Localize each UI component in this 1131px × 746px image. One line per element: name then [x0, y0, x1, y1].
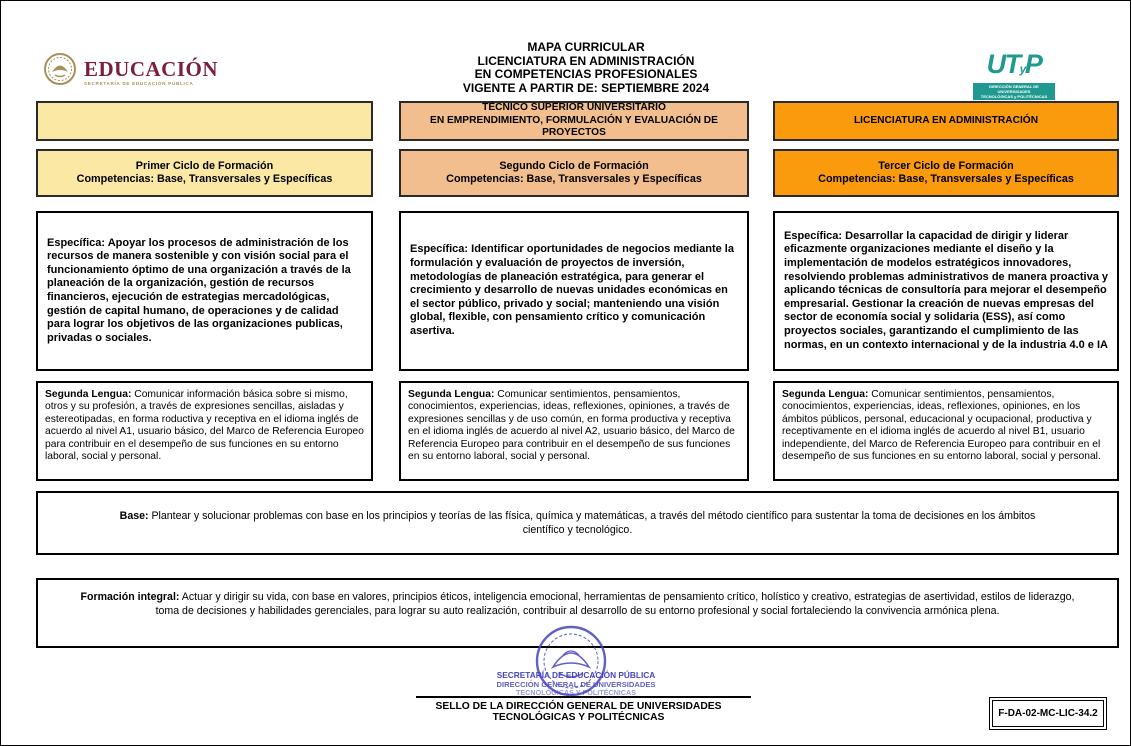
formacion-integral-text: Formación integral: Actuar y dirigir su vida, con base en valores, principios éticos, inteligencia emocional, herramientas de pensamiento crítico, holístico y creativo, estrategias de asertividad, estilos de liderazgo, toma de decisiones y habilidades gerenciales, para lograr su auto realización, contribuir al desarrollo de su entorno profesional y social fortaleciendo la convivencia armónica plena.: [80, 591, 1075, 617]
especifica-box-cycle3: [773, 211, 1119, 371]
program-title-box-licenciatura: [773, 101, 1119, 141]
especifica-text: Específica: Identificar oportunidades de negocios mediante la formulación y evaluación de proyectos de inversión, metodologías de planeación estratégica, para generar el crecimiento y desarrollo de nuevas unidades económicas en el sector público, privado y social; manteniendo una visión global, flexible, con pensamiento crítico y comunicación asertiva.: [410, 243, 734, 337]
sello-caption-line2: TECNOLÓGICAS Y POLITÉCNICAS: [492, 712, 665, 724]
program-title-text: LICENCIATURA EN ADMINISTRACIÓN: [853, 114, 1039, 126]
program-title-line1: TÉCNICO SUPERIOR UNIVERSITARIO: [482, 102, 666, 114]
sep-educacion-logo: [43, 51, 218, 92]
sep-logo-wordmark: EDUCACIÓN: [84, 56, 219, 81]
segunda-lengua-text: Segunda Lengua: Comunicar información básica sobre si mismo, otros y su profesión, a través de expresiones sencillas, aisladas y estereotipadas, en forma roductiva y receptiva en el idioma inglés de acuerdo al nivel A1, usuario básico, del Marco de Referencia Europeo para contribuir en el desempeño de sus funciones en su entorno laboral, social y personal.: [45, 389, 364, 463]
sep-logo-subtitle: SECRETARÍA DE EDUCACIÓN PÚBLICA: [84, 80, 194, 86]
program-title-box-tsu: [399, 101, 749, 141]
especifica-box-cycle1: [36, 211, 373, 371]
title-line-4: VIGENTE A PARTIR DE: SEPTIEMBRE 2024: [462, 80, 710, 95]
especifica-text: Específica: Apoyar los procesos de administración de los recursos de manera sostenible y con visión social para el funcionamiento óptimo de una organización a través de la planeación de la organización, gestión de recursos financieros, ejecución de estrategias mercadológicas, gestión de capital humano, de operaciones y de calidad para lograr los objetivos de las organizaciones publicas, privadas o sociales.: [47, 236, 351, 344]
title-line-3: EN COMPETENCIAS PROFESIONALES: [474, 67, 698, 81]
document-title: [386, 41, 786, 95]
program-title-box-cycle1: [36, 101, 373, 141]
stamp-line-3: TECNOLÓGICAS Y POLITÉCNICAS: [516, 688, 636, 698]
cycle-title: Segundo Ciclo de Formación: [499, 160, 649, 172]
title-line-2: LICENCIATURA EN ADMINISTRACIÓN: [477, 53, 695, 68]
sello-caption-line1: SELLO DE LA DIRECCIÓN GENERAL DE UNIVERSIDADES: [435, 701, 722, 712]
base-competency-text: Base: Plantear y solucionar problemas con base en los principios y teorías de las física, química y matemáticas, a través del método científico para sustentar la toma de decisiones en los ámbitos científico y tecnológico.: [119, 510, 1036, 536]
document-code: F-DA-02-MC-LIC-34.2: [992, 700, 1104, 727]
title-line-1: MAPA CURRICULAR: [527, 40, 645, 54]
sep-seal-icon: [43, 51, 77, 92]
cycle-title: Primer Ciclo de Formación: [135, 160, 274, 172]
utp-logo-subtitle: DIRECCIÓN GENERAL DE UNIVERSIDADES TECNOLÓGICAS y POLITÉCNICAS: [973, 83, 1055, 100]
segunda-lengua-box-cycle2: [399, 381, 749, 481]
segunda-lengua-text: Segunda Lengua: Comunicar sentimientos, pensamientos, conocimientos, experiencias, ideas, reflexiones, opiniones, en los ámbitos públicos, personal, educacional y ocupacional, productiva y receptivamente en el idioma inglés de acuerdo al nivel B1, usuario independiente, del Marco de Referencia Europeo para contribuir en el desempeño de sus funciones en su entorno laboral, social y personal.: [782, 389, 1101, 463]
segunda-lengua-box-cycle3: [773, 381, 1119, 481]
cycle-box-segundo: [399, 149, 749, 197]
document-code-box: [989, 697, 1107, 730]
segunda-lengua-text: Segunda Lengua: Comunicar sentimientos, pensamientos, conocimientos, experiencias, ideas, reflexiones, opiniones, a través de expresiones sencillas y de uso común, en forma productiva y receptiva en el idioma inglés de acuerdo al nivel A2, usuario básico, del Marco de Referencia Europeo para contribuir en el desempeño de sus funciones en su entorno laboral, social y personal.: [408, 389, 735, 463]
especifica-box-cycle2: [399, 211, 749, 371]
cycle-subtitle: Competencias: Base, Transversales y Específicas: [76, 173, 333, 185]
program-title-line2: EN EMPRENDIMIENTO, FORMULACIÓN Y EVALUACIÓN DE PROYECTOS: [430, 114, 718, 139]
stamp-text: [456, 671, 696, 698]
stamp-line-2: DIRECCIÓN GENERAL DE UNIVERSIDADES: [496, 679, 656, 689]
cycle-subtitle: Competencias: Base, Transversales y Específicas: [818, 173, 1074, 185]
utp-logo: [973, 51, 1055, 100]
utp-logo-wordmark: UTyP: [986, 49, 1042, 79]
stamp-line-1: SECRETARÍA DE EDUCACIÓN PÚBLICA: [496, 670, 656, 680]
cycle-box-tercer: [773, 149, 1119, 197]
cycle-box-primer: [36, 149, 373, 197]
cycle-title: Tercer Ciclo de Formación: [878, 160, 1014, 172]
cycle-subtitle: Competencias: Base, Transversales y Específicas: [446, 173, 702, 185]
especifica-text: Específica: Desarrollar la capacidad de dirigir y liderar eficazmente organizaciones mediante el diseño y la implementación de modelos estratégicos innovadores, resolviendo problemas administrativos de manera proactiva y aplicando técnicas de consultoría para mejorar el desempeño empresarial. Gestionar la creación de nuevas empresas del sector de economía social y solidaria (ESS), así como proyectos sociales, garantizando el cumplimiento de las normas, en un contexto internacional y de la industria 4.0 e IA: [784, 229, 1109, 351]
base-competency-box: [36, 491, 1119, 555]
segunda-lengua-box-cycle1: [36, 381, 373, 481]
